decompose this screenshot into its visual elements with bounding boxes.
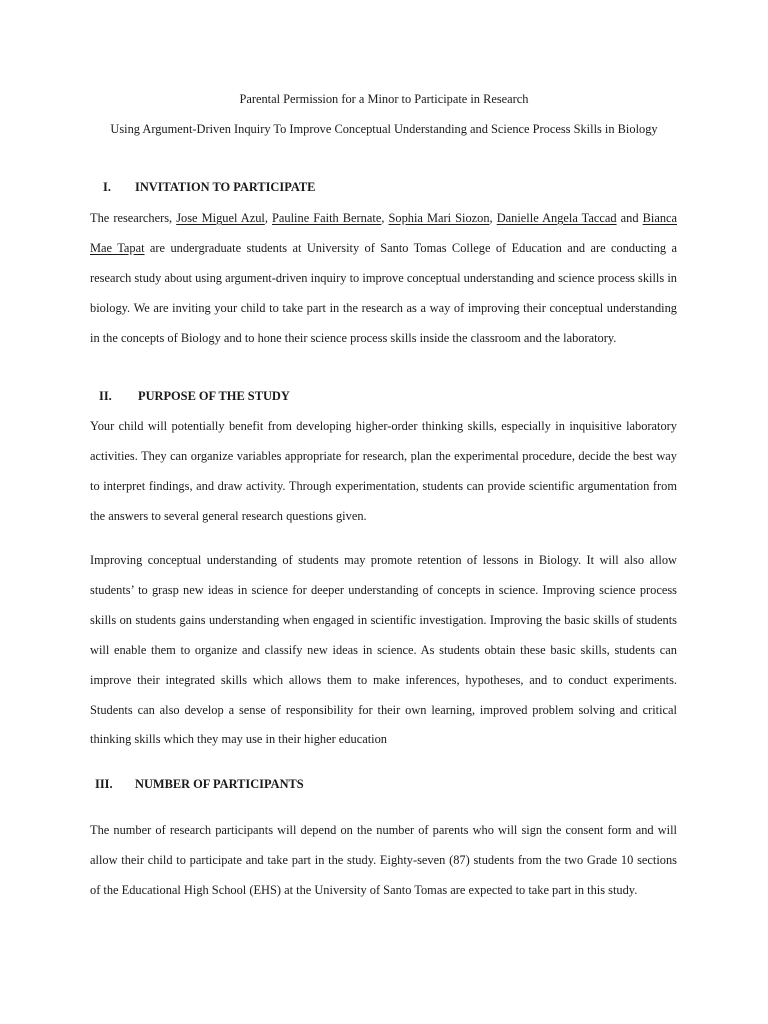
invitation-paragraph xyxy=(90,204,677,354)
separator: and xyxy=(616,211,643,225)
document-title: Parental Permission for a Minor to Participate in Research xyxy=(239,92,529,106)
invitation-intro: The researchers, xyxy=(90,211,177,225)
section-heading-invitation xyxy=(103,180,315,195)
separator: , xyxy=(264,211,273,225)
researcher-name: Jose Miguel Azul xyxy=(176,211,265,225)
section-title: PURPOSE OF THE STUDY xyxy=(138,389,290,403)
researcher-name: Danielle Angela Taccad xyxy=(496,211,617,225)
researcher-name: Pauline Faith Bernate xyxy=(272,211,382,225)
section-number: I. xyxy=(103,180,111,194)
section-number: III. xyxy=(95,777,113,791)
separator: , xyxy=(489,211,497,225)
researcher-name: Bianca Mae Tapat xyxy=(90,211,678,255)
section-heading-purpose xyxy=(99,389,290,404)
separator: , xyxy=(381,211,389,225)
researcher-name: Sophia Mari Siozon xyxy=(388,211,490,225)
section-heading-participants xyxy=(95,777,304,792)
section-title: INVITATION TO PARTICIPATE xyxy=(135,180,316,194)
document-subtitle: Using Argument-Driven Inquiry To Improve Conceptual Understanding and Science Process Skills in Biology xyxy=(110,122,658,136)
section-number: II. xyxy=(99,389,112,403)
purpose-paragraph-2: Improving conceptual understanding of students may promote retention of lessons in Biology. It will also allow students’ to grasp new ideas in science for deeper understanding of concepts in science. Improving science process skills on students gains understanding when engaged in scientific investigation. Improving the basic skills of students will enable them to organize and classify new ideas in science. As students obtain these basic skills, students can improve their integrated skills which allows them to make inferences, hypotheses, and to conduct experiments. Students can also develop a sense of responsibility for their own learning, improved problem solving and critical thinking skills which they may use in their higher education xyxy=(90,553,677,747)
section-title: NUMBER OF PARTICIPANTS xyxy=(135,777,304,791)
participants-paragraph: The number of research participants will depend on the number of parents who will sign the consent form and will allow their child to participate and take part in the study. Eighty-seven (87) students from the two Grade 10 sections of the Educational High School (EHS) at the University of Santo Tomas are expected to take part in this study. xyxy=(90,823,677,897)
purpose-paragraph-1: Your child will potentially benefit from developing higher-order thinking skills, especially in inquisitive laboratory activities. They can organize variables appropriate for research, plan the experimental procedure, decide the best way to interpret findings, and draw activity. Through experimentation, students can provide scientific argumentation from the answers to several general research questions given. xyxy=(90,419,677,523)
invitation-body: are undergraduate students at University of Santo Tomas College of Education and are conducting a research study about using argument-driven inquiry to improve conceptual understanding and science process skills in biology. We are inviting your child to take part in the research as a way of improving their conceptual understanding in the concepts of Biology and to hone their science process skills inside the classroom and the laboratory. xyxy=(90,240,677,345)
